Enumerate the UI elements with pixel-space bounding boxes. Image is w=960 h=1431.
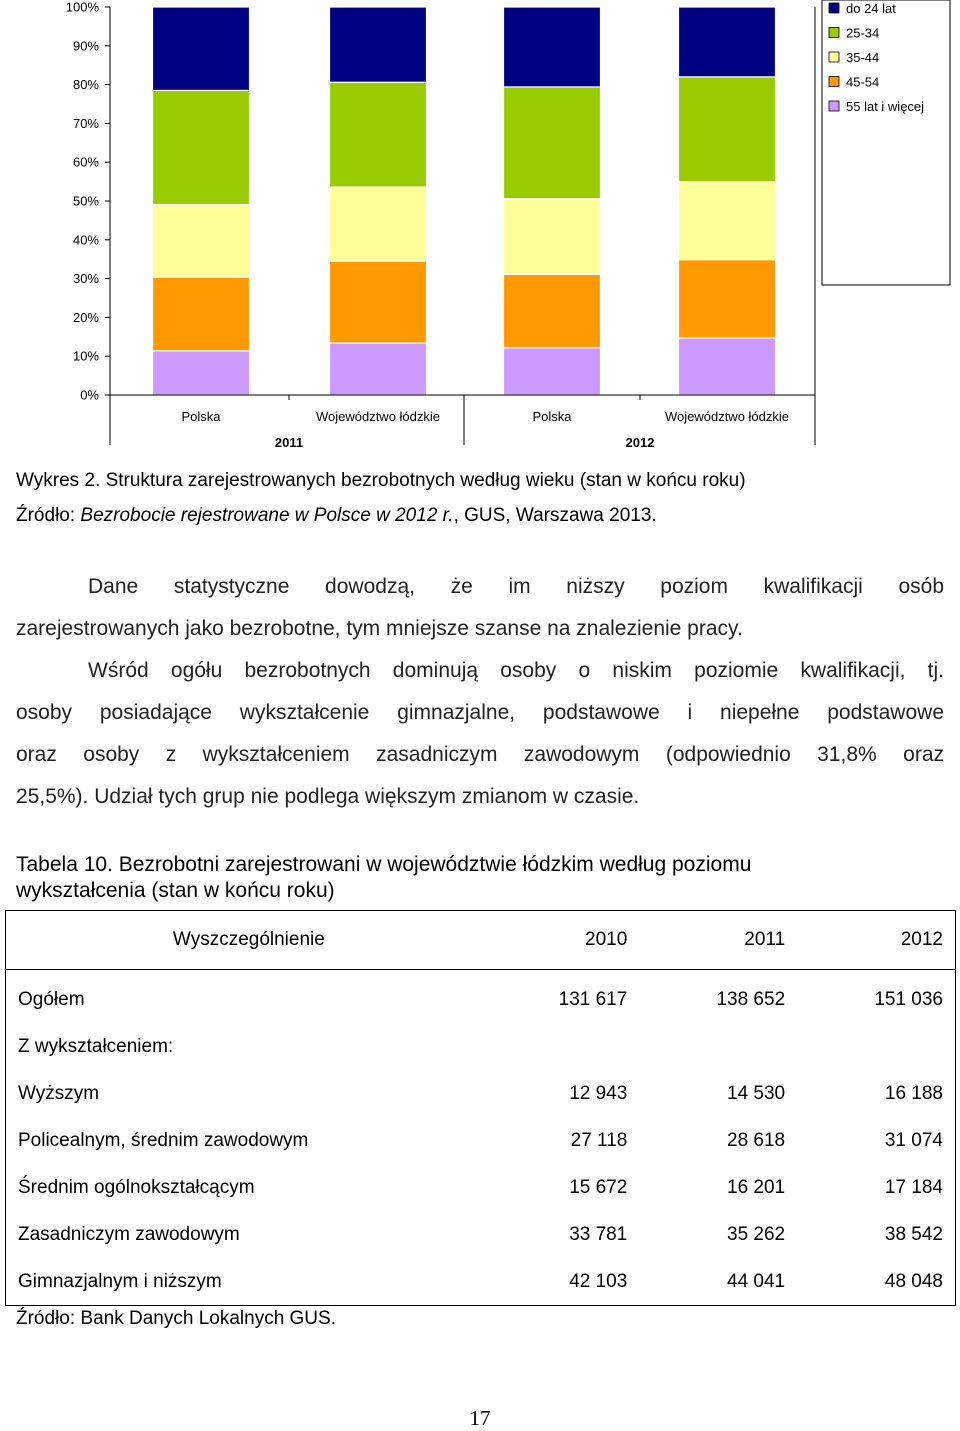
table-cell: 16 201 <box>727 1176 786 1198</box>
bar-segment <box>330 261 427 343</box>
legend-swatch <box>829 77 839 87</box>
page-number: 17 <box>469 1406 491 1430</box>
header-cell: 2012 <box>797 911 955 970</box>
legend-box <box>822 0 950 285</box>
table-cell: 138 652 <box>716 988 786 1010</box>
stacked-bar-chart <box>0 0 960 460</box>
table-cell: 12 943 <box>569 1082 628 1104</box>
y-tick-label: 40% <box>72 232 99 248</box>
x-category-label: Województwo łódzkie <box>315 409 441 424</box>
x-group-label: 2011 <box>274 435 304 450</box>
bar-segment <box>153 351 250 395</box>
x-category-label: Polska <box>532 409 572 424</box>
bar-segment <box>679 77 776 182</box>
table-cell: 31 074 <box>884 1129 943 1151</box>
table-cell: 28 618 <box>727 1129 786 1151</box>
table-source: Źródło: Bank Danych Lokalnych GUS. <box>16 1308 336 1329</box>
y-tick-label: 80% <box>72 77 99 93</box>
unemployment-education-table <box>5 910 956 1306</box>
chart-source <box>16 505 657 527</box>
y-tick-label: 60% <box>72 154 99 170</box>
paragraph-low-qualifications <box>16 650 944 818</box>
y-tick-label: 0% <box>80 387 99 403</box>
paragraph-line: Wśród ogółu bezrobotnych dominują osoby o niskim poziomie kwalifikacji, tj. <box>88 659 944 682</box>
legend-label: 35-44 <box>846 50 880 65</box>
table-row <box>6 1164 956 1211</box>
bar-segment <box>153 7 250 90</box>
table-cell <box>639 1023 797 1070</box>
table-caption <box>16 852 751 904</box>
bar-segment <box>504 7 601 87</box>
legend-swatch <box>829 28 839 38</box>
table-cell: 38 542 <box>884 1223 943 1245</box>
x-category-label: Polska <box>181 409 221 424</box>
table-cell: Wyższym <box>18 1082 100 1104</box>
legend-label: do 24 lat <box>846 1 896 16</box>
bar-segment <box>153 204 250 277</box>
table-cell: 16 188 <box>884 1082 943 1104</box>
legend-swatch <box>829 52 839 62</box>
bar-segment <box>504 274 601 347</box>
bar-segment <box>504 348 601 395</box>
paragraph-line: osoby posiadające wykształcenie gimnazjalne, podstawowe i niepełne podstawowe <box>16 701 944 724</box>
table-cell: Policealnym, średnim zawodowym <box>18 1129 309 1151</box>
table-caption-line: wykształcenia (stan w końcu roku) <box>16 879 335 902</box>
header-cell: 2011 <box>639 911 797 970</box>
table-cell: 17 184 <box>884 1176 943 1198</box>
chart-source-prefix: Źródło: <box>16 505 81 526</box>
table-row <box>6 1117 956 1164</box>
bar-segment <box>504 199 601 275</box>
bar-segment <box>679 182 776 260</box>
legend-label: 25-34 <box>846 25 880 41</box>
table-cell: Gimnazjalnym i niższym <box>18 1270 222 1292</box>
chart-source-title: Bezrobocie rejestrowane w Polsce w 2012 r. <box>80 505 454 526</box>
y-tick-label: 70% <box>72 115 99 131</box>
header-cell: 2010 <box>492 911 640 970</box>
table-cell: 48 048 <box>884 1270 943 1292</box>
y-axis-tick-labels <box>66 0 100 403</box>
table-cell: Ogółem <box>18 988 85 1010</box>
chart-caption: Wykres 2. Struktura zarejestrowanych bezrobotnych według wieku (stan w końcu roku) <box>16 470 746 491</box>
legend-swatch <box>829 3 839 13</box>
header-cell: Wyszczególnienie <box>6 911 492 970</box>
table-cell: 42 103 <box>569 1270 628 1292</box>
table-row <box>6 1023 956 1070</box>
chart-legend <box>822 0 950 285</box>
table-cell: 131 617 <box>558 988 628 1010</box>
paragraph-line: 25,5%). Udział tych grup nie podlega większym zmianom w czasie. <box>16 785 640 808</box>
table-cell: Zasadniczym zawodowym <box>18 1223 240 1245</box>
legend-swatch <box>829 101 839 111</box>
table-cell: Średnim ogólnokształcącym <box>18 1176 255 1198</box>
paragraph-line: oraz osoby z wykształceniem zasadniczym zawodowym (odpowiednio 31,8% oraz <box>16 743 944 766</box>
y-tick-label: 90% <box>72 38 99 54</box>
table-cell: Z wykształceniem: <box>18 1035 174 1057</box>
legend-label: 45-54 <box>846 74 880 90</box>
bar-segment <box>504 87 601 199</box>
table-cell: 44 041 <box>727 1270 786 1292</box>
bar-segment <box>330 187 427 261</box>
y-tick-label: 100% <box>65 0 99 15</box>
bar-segment <box>330 343 427 395</box>
table-caption-line: Tabela 10. Bezrobotni zarejestrowani w województwie łódzkim według poziomu <box>16 853 752 876</box>
table-cell <box>492 1023 640 1070</box>
bar-segment <box>330 82 427 187</box>
table-row <box>6 1211 956 1258</box>
table-cell: 151 036 <box>874 988 943 1010</box>
paragraph-qualifications <box>16 566 944 650</box>
table-cell: 35 262 <box>727 1223 786 1245</box>
bar-segment <box>679 7 776 77</box>
paragraph-line: Dane statystyczne dowodzą, że im niższy poziom kwalifikacji osób <box>88 575 944 598</box>
table-cell: 27 118 <box>570 1129 628 1151</box>
x-axis-labels <box>181 409 789 450</box>
x-group-label: 2012 <box>625 435 655 450</box>
chart-source-suffix: , GUS, Warszawa 2013. <box>453 505 657 526</box>
table-row <box>6 1070 956 1117</box>
bar-segment <box>153 90 250 204</box>
bar-segment <box>679 338 776 395</box>
y-tick-label: 10% <box>72 348 99 364</box>
y-tick-label: 30% <box>72 271 99 287</box>
y-tick-label: 20% <box>72 309 99 325</box>
bar-segment <box>679 260 776 338</box>
table-cell <box>797 1023 955 1070</box>
table-row <box>6 970 956 1024</box>
table-header-row <box>6 911 956 970</box>
bar-segment <box>153 277 250 351</box>
paragraph-line: zarejestrowanych jako bezrobotne, tym mniejsze szanse na znalezienie pracy. <box>16 617 743 640</box>
table-row <box>6 1258 956 1306</box>
y-tick-label: 50% <box>72 193 99 209</box>
x-category-label: Województwo łódzkie <box>664 409 790 424</box>
table-cell: 33 781 <box>569 1223 628 1245</box>
table-cell: 15 672 <box>569 1176 628 1198</box>
table-cell: 14 530 <box>727 1082 786 1104</box>
bar-segment <box>330 7 427 82</box>
legend-label: 55 lat i więcej <box>846 99 925 114</box>
chart-bars <box>153 7 776 395</box>
